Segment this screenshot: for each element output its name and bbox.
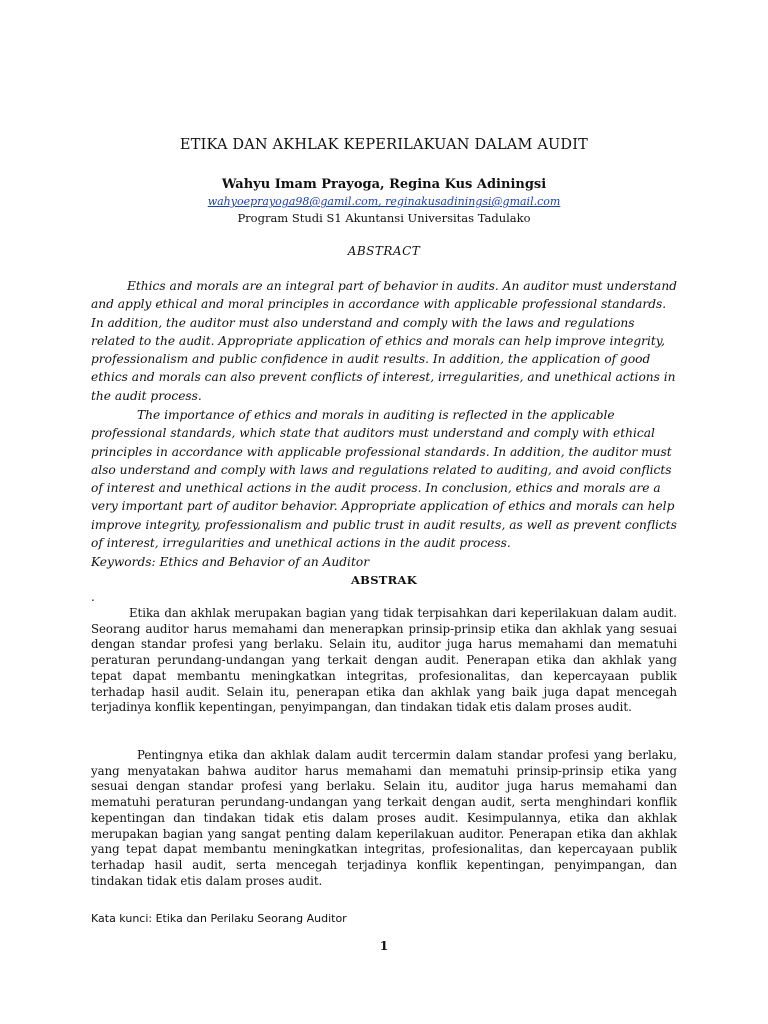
abstract-id-paragraph-1: Etika dan akhlak merupakan bagian yang tidak terpisahkan dari keperilakuan dalam audit. Seorang auditor harus memahami dan menerapkan prinsip-prinsip etika dan akhlak yang sesuai dengan standar profesi yang berlaku. Selain itu, auditor juga harus memahami dan mematuhi peraturan perundang-undangan yang terkait dengan audit. Penerapan etika dan akhlak yang tepat dapat membantu meningkatkan integritas, profesionalitas, dan kepercayaan publik terhadap hasil audit. Selain itu, penerapan etika dan akhlak yang baik juga dapat mencegah terjadinya konflik kepentingan, penyimpangan, dan tindakan tidak etis dalam proses audit. [91,606,677,715]
author-emails-link[interactable]: wahyoeprayoga98@gamil.com, reginakusadiningsi@gmail.com [207,195,561,208]
paper-title: ETIKA DAN AKHLAK KEPERILAKUAN DALAM AUDIT [179,137,589,153]
abstract-en-paragraph-1: Ethics and morals are an integral part of behavior in audits. An auditor must understand and apply ethical and moral principles in accordance with applicable professional standards. In addition, the auditor must also understand and comply with the laws and regulations related to the audit. Appropriate application of ethics and morals can help improve integrity, professionalism and public confidence in audit results. In addition, the application of good ethics and morals can also prevent conflicts of interest, irregularities, and unethical actions in the audit process. [91,279,677,403]
abstract-en-paragraph-2: The importance of ethics and morals in auditing is reflected in the applicable professional standards, which state that auditors must understand and comply with ethical principles in accordance with applicable professional standards. In addition, the auditor must also understand and comply with laws and regulations related to auditing, and avoid conflicts of interest and unethical actions in the audit process. In conclusion, ethics and morals are a very important part of auditor behavior. Appropriate application of ethics and morals can help improve integrity, professionalism and public trust in audit results, as well as prevent conflicts of interest, irregularities and unethical actions in the audit process. [91,408,677,551]
abstract-en-heading: ABSTRACT [347,244,421,258]
author-affiliation: Program Studi S1 Akuntansi Universitas Tadulako [237,211,531,225]
author-names: Wahyu Imam Prayoga, Regina Kus Adiningsi [221,177,547,192]
stray-dot: . [91,590,95,604]
abstract-id-paragraph-2: Pentingnya etika dan akhlak dalam audit tercermin dalam standar profesi yang berlaku, yang menyatakan bahwa auditor harus memahami dan mematuhi prinsip-prinsip etika yang sesuai dengan standar profesi yang berlaku. Selain itu, auditor juga harus memahami dan mematuhi peraturan perundang-undangan yang terkait dengan audit, serta menghindari konflik kepentingan dan tindakan tidak etis dalam proses audit. Kesimpulannya, etika dan akhlak merupakan bagian yang sangat penting dalam keperilakuan auditor. Penerapan etika dan akhlak yang tepat dapat membantu meningkatkan integritas, profesionalitas, dan kepercayaan publik terhadap hasil audit, serta mencegah terjadinya konflik kepentingan, penyimpangan, dan tindakan tidak etis dalam proses audit. [91,748,677,888]
abstract-id-keywords: Kata kunci: Etika dan Perilaku Seorang Auditor [91,912,347,925]
abstract-en-keywords: Keywords: Ethics and Behavior of an Auditor [91,555,370,569]
page-number: 1 [379,938,389,953]
abstract-id-heading: ABSTRAK [350,573,418,587]
